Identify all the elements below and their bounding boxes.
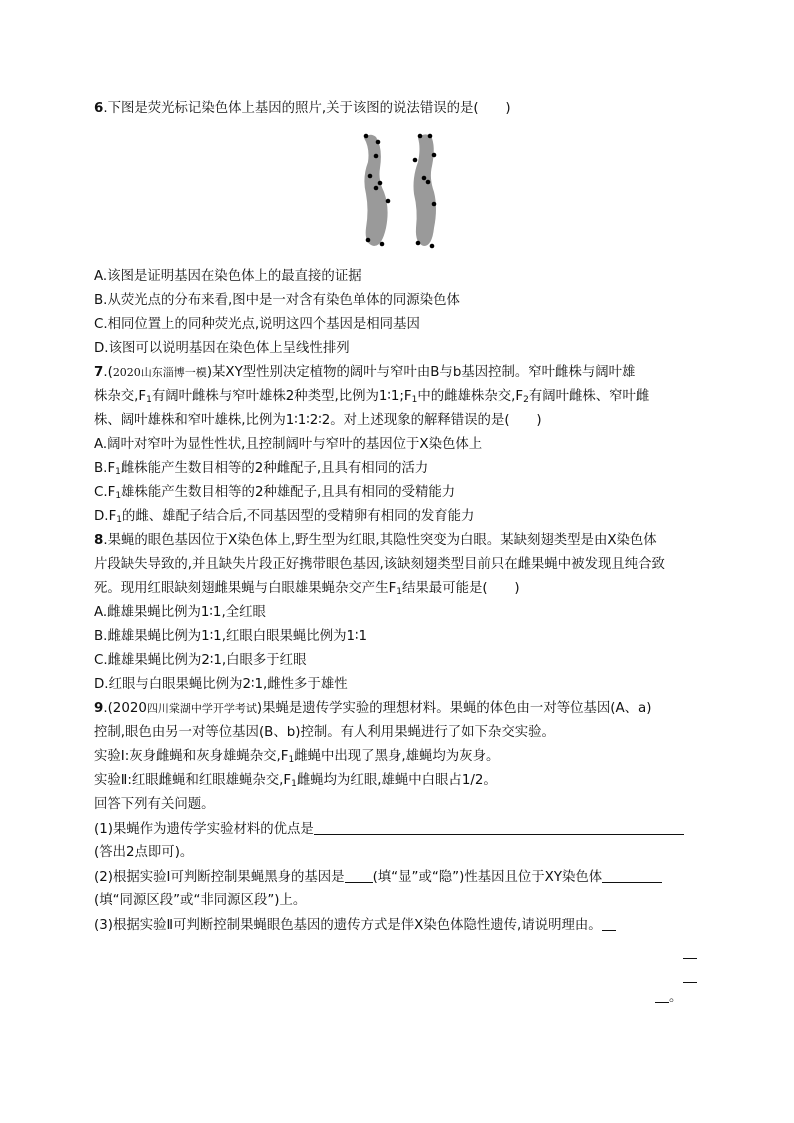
- q8-line3: [94, 580, 520, 598]
- q9-part1-answer-blank[interactable]: [314, 820, 684, 835]
- q7-line2-sub3: 2: [523, 395, 529, 405]
- q9-part3-line1: [94, 916, 616, 935]
- chromosome-fluorescence-figure: [352, 128, 444, 254]
- q7-option-c-b: 雄株能产生数目相等的2种雄配子,且具有相同的受精能力: [121, 485, 456, 500]
- q9-exp2-a: 实验Ⅱ:红眼雌蝇和红眼雄蝇杂交,F: [94, 773, 292, 788]
- q9-part2-blank-1[interactable]: [345, 868, 373, 883]
- q9-part1-line1: [94, 820, 684, 839]
- q9-part3-blank-2[interactable]: [683, 944, 697, 959]
- q9-part3-prompt: (3)根据实验Ⅱ可判断控制果蝇眼色基因的遗传方式是伴X染色体隐性遗传,请说明理由。: [94, 918, 602, 933]
- q9-line1-text: )果蝇是遗传学实验的理想材料。果蝇的体色由一对等位基因(A、a): [256, 701, 652, 716]
- q9-part2-line2: (填“同源区段”或“非同源区段”)上。: [94, 893, 307, 908]
- chromosome-right: [414, 134, 437, 246]
- q6-option-a: A.该图是证明基因在染色体上的最直接的证据: [94, 269, 362, 284]
- q9-exp2-sub: 1: [291, 779, 297, 789]
- q7-option-b-a: B.F: [94, 461, 116, 476]
- q9-source: 四川棠湖中学开学考试: [146, 702, 257, 715]
- q9-exp1-a: 实验Ⅰ:灰身雌蝇和灰身雄蝇杂交,F: [94, 749, 289, 764]
- q8-option-c: C.雌雄果蝇比例为2∶1,白眼多于红眼: [94, 653, 307, 668]
- q8-line3-b: 结果最可能是( ): [402, 581, 520, 596]
- q8-line1: [94, 532, 657, 550]
- q9-part3-blank-4[interactable]: [655, 988, 669, 1003]
- q9-part3-blank-1[interactable]: [602, 916, 616, 931]
- chromosome-left: [364, 135, 388, 246]
- q6-number: 6: [94, 101, 104, 116]
- q8-option-a: A.雌雄果蝇比例为1∶1,全红眼: [94, 605, 266, 620]
- q7-line2: [94, 388, 649, 406]
- q7-option-c-sub: 1: [115, 491, 122, 501]
- q8-line2: 片段缺失导致的,并且缺失片段正好携带眼色基因,该缺刻翅类型目前只在雌果蝇中被发现且纯合致: [94, 557, 665, 572]
- q6-option-d: D.该图可以说明基因在染色体上呈线性排列: [94, 341, 350, 356]
- q9-part3-blank-3[interactable]: [683, 968, 697, 983]
- q7-option-d-b: 的雌、雄配子结合后,不同基因型的受精卵有相同的发育能力: [122, 509, 475, 524]
- q9-experiment-1: [94, 748, 499, 766]
- q8-line3-a: 死。现用红眼缺刻翅雌果蝇与白眼雄果蝇杂交产生F: [94, 581, 397, 596]
- q9-part2-blank-2[interactable]: [602, 868, 662, 883]
- q6-stem-text: .下图是荧光标记染色体上基因的照片,关于该图的说法错误的是( ): [103, 101, 511, 116]
- q7-option-c-a: C.F: [94, 485, 116, 500]
- q7-line2-d: 有阔叶雌株、窄叶雌: [528, 389, 650, 404]
- q8-line3-sub: 1: [396, 587, 403, 597]
- q8-number: 8: [94, 533, 104, 548]
- q7-line2-b: 有阔叶雌株与窄叶雄株2种类型,比例为1∶1;F: [151, 389, 412, 404]
- q7-option-d: [94, 508, 474, 526]
- q7-option-d-sub: 1: [116, 515, 123, 525]
- q8-option-d: D.红眼与白眼果蝇比例为2∶1,雌性多于雄性: [94, 677, 348, 692]
- q9-exp1-b: 雌蝇中出现了黑身,雄蝇均为灰身。: [294, 749, 500, 764]
- q9-pre: .(2020: [103, 701, 147, 716]
- q8-option-b: B.雌雄果蝇比例为1∶1,红眼白眼果蝇比例为1∶1: [94, 629, 367, 644]
- q6-option-b: B.从荧光点的分布来看,图中是一对含有染色单体的同源染色体: [94, 293, 460, 308]
- q9-experiment-2: [94, 772, 497, 790]
- q9-part3-period: 。: [669, 990, 683, 1005]
- q6-option-c: C.相同位置上的同种荧光点,说明这四个基因是相同基因: [94, 317, 420, 332]
- q9-number: 9: [94, 701, 104, 716]
- q9-part2-prompt: (2)根据实验Ⅰ可判断控制果蝇黑身的基因是: [94, 870, 345, 885]
- q7-option-d-a: D.F: [94, 509, 117, 524]
- q7-line1-text: )某XY型性别决定植物的阔叶与窄叶由B与b基因控制。窄叶雌株与阔叶雄: [206, 365, 636, 380]
- q7-pre: .(: [103, 365, 113, 380]
- q9-part1-line2: (答出2点即可)。: [94, 845, 194, 860]
- q8-line1-text: .果蝇的眼色基因位于X染色体上,野生型为红眼,其隐性突变为白眼。某缺刻翅类型是由X染色体: [103, 533, 657, 548]
- q7-line2-sub1: 1: [146, 395, 152, 405]
- q7-option-b-b: 雌株能产生数目相等的2种雌配子,且具有相同的活力: [120, 461, 429, 476]
- q7-line1: [94, 364, 635, 382]
- q9-part1-prompt: (1)果蝇作为遗传学实验材料的优点是: [94, 822, 314, 837]
- q9-line2: 控制,眼色由另一对等位基因(B、b)控制。有人利用果蝇进行了如下杂交实验。: [94, 725, 555, 740]
- q7-source: 2020山东淄博一模: [112, 366, 207, 379]
- q7-option-b-sub: 1: [115, 467, 121, 477]
- q7-line3: 株、阔叶雄株和窄叶雄株,比例为1∶1∶2∶2。对上述现象的解释错误的是( ): [94, 413, 542, 428]
- q7-option-c: [94, 484, 455, 502]
- q9-part2-line1: [94, 868, 662, 887]
- q7-line2-c: 中的雌雄株杂交,F: [417, 389, 524, 404]
- q7-option-a: A.阔叶对窄叶为显性性状,且控制阔叶与窄叶的基因位于X染色体上: [94, 437, 483, 452]
- q7-number: 7: [94, 365, 104, 380]
- q9-part2-mid: (填“显”或“隐”)性基因且位于XY染色体: [372, 870, 603, 885]
- q6-stem: [94, 100, 511, 118]
- q9-exp2-b: 雌蝇均为红眼,雄蝇中白眼占1/2。: [296, 773, 497, 788]
- q9-exp1-sub: 1: [288, 755, 295, 765]
- q9-ask: 回答下列有关问题。: [94, 797, 215, 812]
- q9-part3-end: [655, 988, 682, 1007]
- q7-line2-a: 株杂交,F: [94, 389, 147, 404]
- q7-line2-sub2: 1: [411, 395, 418, 405]
- q7-option-b: [94, 460, 428, 478]
- q9-line1: [94, 700, 651, 718]
